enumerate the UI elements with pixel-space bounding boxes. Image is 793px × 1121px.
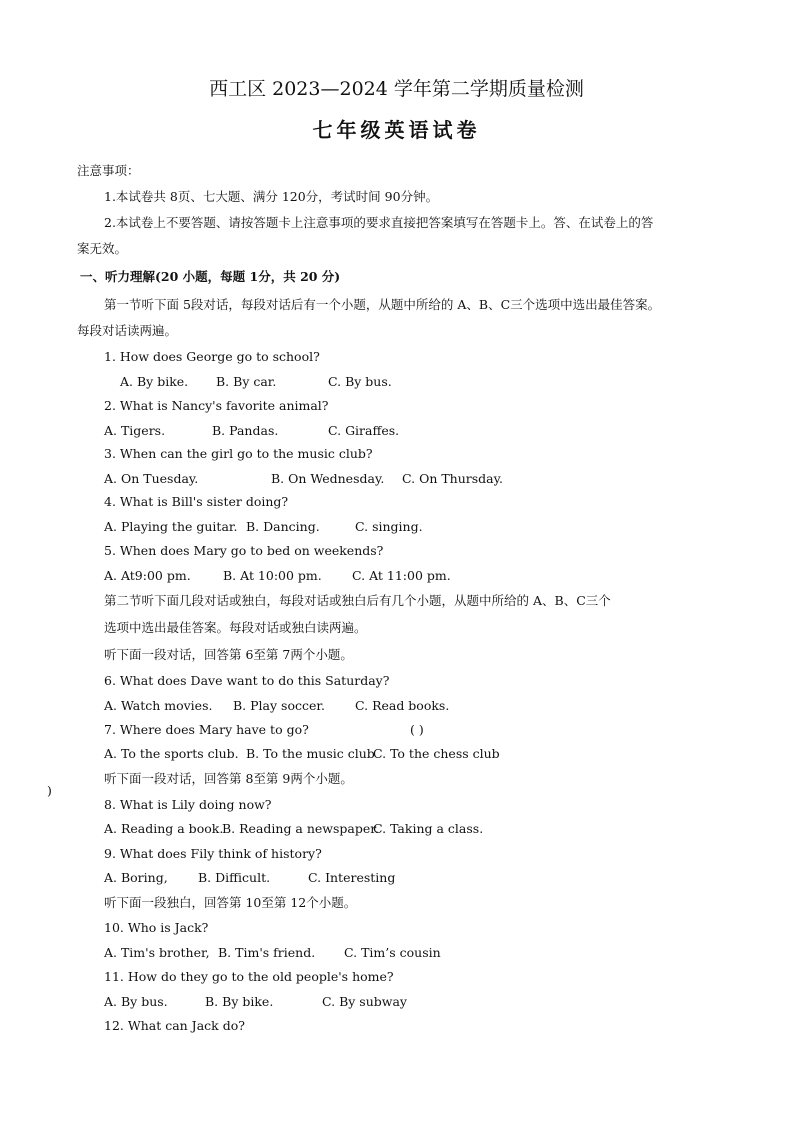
question-2: 2. What is Nancy's favorite animal?	[104, 398, 329, 413]
q7-option-a: A. To the sports club.	[104, 746, 239, 761]
part-2-instruction-line1: 第二节听下面几段对话或独白，每段对话或独白后有几个小题，从题中所给的 A、B、C三个	[104, 593, 611, 608]
notice-item-2-line1: 2.本试卷上不要答题、请按答题卡上注意事项的要求直接把答案填写在答题卡上。答、在试卷上的答	[104, 215, 654, 230]
notice-item-1: 1.本试卷共 8页、七大题、满分 120分，考试时间 90分钟。	[104, 189, 439, 204]
q6-option-c: C. Read books.	[355, 698, 450, 713]
notice-heading: 注意事项：	[77, 163, 140, 178]
instruction-q8-q9: 听下面一段对话，回答第 8至第 9两个小题。	[104, 771, 353, 786]
answer-parentheses: ( )	[410, 722, 424, 737]
q2-option-b: B. Pandas.	[212, 423, 279, 438]
q4-option-a: A. Playing the guitar.	[104, 519, 238, 534]
q8-option-a: A. Reading a book.	[104, 821, 224, 836]
q8-option-b: B. Reading a newspaper.	[222, 821, 379, 836]
part-2-instruction-line2: 选项中选出最佳答案。每段对话或独白读两遍。	[104, 620, 367, 635]
question-4: 4. What is Bill's sister doing?	[104, 494, 289, 509]
q11-option-b: B. By bike.	[205, 994, 274, 1009]
q1-option-c: C. By bus.	[328, 374, 392, 389]
q10-option-b: B. Tim's friend.	[218, 945, 316, 960]
q3-option-a: A. On Tuesday.	[104, 471, 199, 486]
q5-option-a: A. At9:00 pm.	[104, 568, 191, 583]
q5-option-c: C. At 11:00 pm.	[352, 568, 451, 583]
q9-option-b: B. Difficult.	[198, 870, 271, 885]
q5-option-b: B. At 10:00 pm.	[223, 568, 322, 583]
q2-option-c: C. Giraffes.	[328, 423, 400, 438]
q1-option-a: A. By bike.	[120, 374, 189, 389]
q6-option-a: A. Watch movies.	[104, 698, 213, 713]
question-6: 6. What does Dave want to do this Saturday?	[104, 673, 390, 688]
q2-option-a: A. Tigers.	[104, 423, 166, 438]
q4-option-b: B. Dancing.	[246, 519, 320, 534]
instruction-q6-q7: 听下面一段对话，回答第 6至第 7两个小题。	[104, 647, 353, 662]
q7-option-b: B. To the music club	[246, 746, 375, 761]
question-3: 3. When can the girl go to the music club?	[104, 446, 373, 461]
q11-option-c: C. By subway	[322, 994, 407, 1009]
q9-option-a: A. Boring,	[104, 870, 168, 885]
q3-option-c: C. On Thursday.	[402, 471, 503, 486]
question-1: 1. How does George go to school?	[104, 349, 320, 364]
q7-option-c: C. To the chess club	[373, 746, 500, 761]
instruction-q10-q12: 听下面一段独白，回答第 10至第 12个小题。	[104, 895, 357, 910]
question-11: 11. How do they go to the old people's home?	[104, 969, 394, 984]
part-1-instruction-line1: 第一节听下面 5段对话，每段对话后有一个小题，从题中所给的 A、B、C三个选项中选出最佳答案。	[104, 297, 661, 312]
q1-option-b: B. By car.	[216, 374, 277, 389]
q8-option-c: C. Taking a class.	[373, 821, 484, 836]
question-12: 12. What can Jack do?	[104, 1018, 245, 1033]
stray-parenthesis: )	[47, 783, 52, 798]
q6-option-b: B. Play soccer.	[233, 698, 325, 713]
q11-option-a: A. By bus.	[104, 994, 168, 1009]
exam-title: 西工区 2023—2024 学年第二学期质量检测	[209, 78, 584, 100]
question-5: 5. When does Mary go to bed on weekends?	[104, 543, 384, 558]
question-10: 10. Who is Jack?	[104, 920, 209, 935]
q10-option-a: A. Tim's brother,	[104, 945, 210, 960]
question-8: 8. What is Lily doing now?	[104, 797, 272, 812]
q3-option-b: B. On Wednesday.	[271, 471, 385, 486]
question-9: 9. What does Fily think of history?	[104, 846, 322, 861]
question-7: 7. Where does Mary have to go?	[104, 722, 309, 737]
section-1-heading: 一、听力理解(20 小题，每题 1分，共 20 分)	[80, 269, 341, 284]
exam-subtitle: 七年级英语试卷	[312, 118, 481, 142]
notice-item-2-line2: 案无效。	[77, 241, 128, 256]
part-1-instruction-line2: 每段对话读两遍。	[77, 323, 178, 338]
q10-option-c: C. Tim’s cousin	[344, 945, 441, 960]
q9-option-c: C. Interesting	[308, 870, 396, 885]
q4-option-c: C. singing.	[355, 519, 423, 534]
